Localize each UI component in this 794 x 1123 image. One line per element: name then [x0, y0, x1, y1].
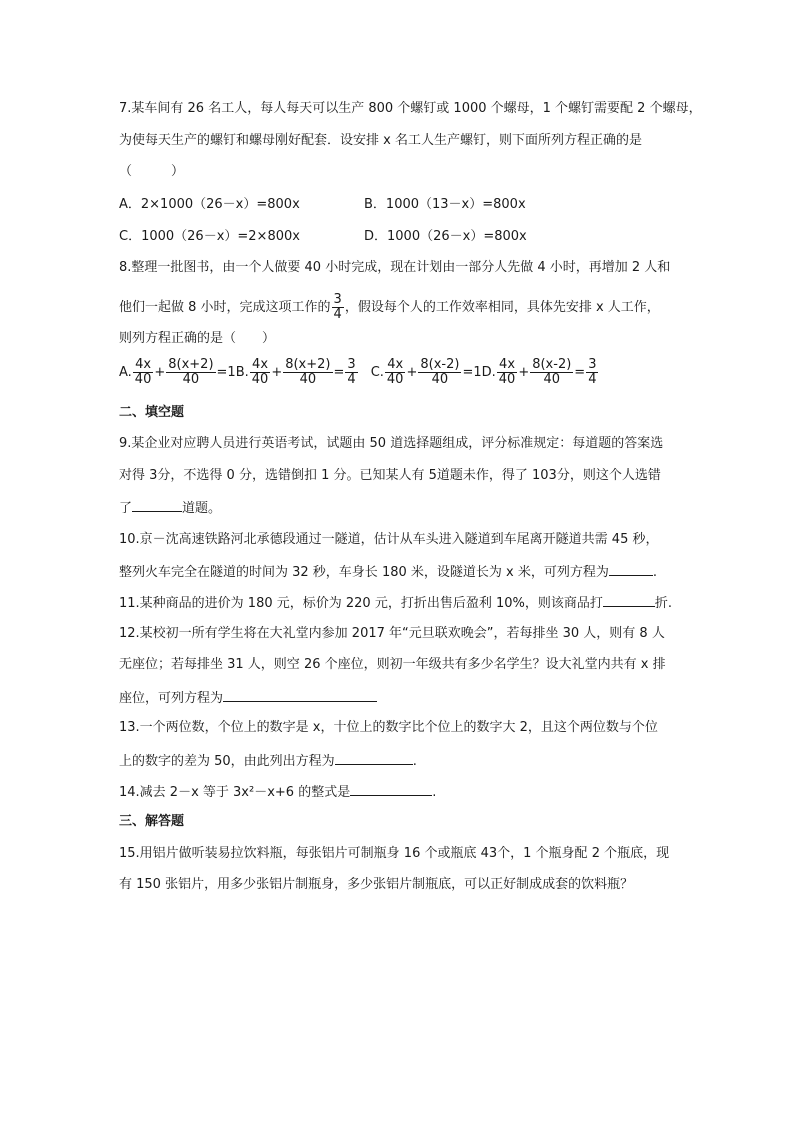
q7-answer-paren: （ ）	[119, 164, 185, 179]
q8-line-2	[119, 293, 660, 322]
q15-line-1: 15.用铝片做听装易拉饮料瓶，每张铝片可制瓶身 16 个或瓶底 43个，1 个瓶身配 2 个瓶底，现	[119, 846, 670, 861]
q8-c-fraction-1: $\frac{4x}{40}$	[386, 357, 404, 387]
q10-answer-blank[interactable]	[609, 562, 653, 576]
q8-b-fraction-3: $\frac{3}{4}$	[347, 357, 356, 387]
q9-line-3-pre: 了	[119, 501, 133, 516]
q13-answer-blank[interactable]	[335, 751, 413, 765]
q8-option-c-label: C.	[370, 365, 384, 380]
plus-sign: +	[271, 365, 283, 380]
q8-line-2-pre: 他们一起做 8 小时，完成这项工作的	[119, 300, 331, 315]
q7-option-d: D．1000（26－x）=800x	[364, 229, 527, 244]
q8-options-row	[119, 358, 599, 387]
q13-line-1: 13.一个两位数，个位上的数字是 x，十位上的数字比个位上的数字大 2，且这个两位数与个位	[119, 720, 658, 735]
q12-line-2: 无座位；若每排坐 31 人，则空 26 个座位，则初一年级共有多少名学生？设大礼堂内共有 x 排	[119, 657, 666, 672]
q10-line-2-pre: 整列火车完全在隧道的时间为 32 秒，车身长 180 米，设隧道长为 x 米，可列方程为	[119, 565, 609, 580]
q7-option-b: B．1000（13－x）=800x	[364, 197, 526, 212]
q10-line-1: 10.京－沈高速铁路河北承德段通过一隧道，估计从车头进入隧道到车尾离开隧道共需 45 秒，	[119, 532, 659, 547]
q14-answer-blank[interactable]	[350, 782, 432, 796]
q8-line-1: 8.整理一批图书，由一个人做要 40 小时完成，现在计划由一部分人先做 4 小时，再增加 2 人和	[119, 260, 671, 275]
q9-answer-blank[interactable]	[132, 498, 182, 512]
q8-d-fraction-1: $\frac{4x}{40}$	[498, 357, 516, 387]
q9-line-2: 对得 3分，不选得 0 分，选错倒扣 1 分。已知某人有 5道题未作，得了 103分，则这个人选错	[119, 468, 661, 483]
q8-a-fraction-1: $\frac{4x}{40}$	[134, 357, 152, 387]
q8-d-fraction-2: $\frac{8(x-2)}{40}$	[532, 357, 572, 387]
plus-sign: +	[518, 365, 530, 380]
q8-option-a-label: A.	[119, 365, 132, 380]
q7-option-c: C．1000（26－x）=2×800x	[119, 229, 300, 244]
q11-line	[119, 593, 672, 613]
q15-line-2: 有 150 张铝片，用多少张铝片制瓶身，多少张铝片制瓶底，可以正好制成成套的饮料瓶？	[119, 877, 634, 892]
q9-line-1: 9.某企业对应聘人员进行英语考试，试题由 50 道选择题组成，评分标准规定：每道题的答案选	[119, 436, 664, 451]
q13-line-2-post: .	[412, 754, 417, 769]
section-heading-solve: 三、解答题	[119, 814, 185, 829]
q8-b-fraction-2: $\frac{8(x+2)}{40}$	[285, 357, 331, 387]
plus-sign: +	[406, 365, 418, 380]
q13-line-2	[119, 751, 417, 771]
q11-pre: 11.某种商品的进价为 180 元，标价为 220 元，打折出售后盈利 10%，则该商品打	[119, 596, 603, 611]
q14-post: .	[432, 785, 437, 800]
q8-option-d-label: D.	[481, 365, 496, 380]
plus-sign: +	[154, 365, 166, 380]
q7-line-1: 7.某车间有 26 名工人，每人每天可以生产 800 个螺钉或 1000 个螺母，1 个螺钉需要配 2 个螺母，	[119, 101, 702, 116]
q14-line	[119, 782, 436, 802]
q8-line-3: 则列方程正确的是（ ）	[119, 331, 276, 346]
q8-a-equals-one: =1	[216, 365, 236, 380]
q14-pre: 14.减去 2－x 等于 3x²－x+6 的整式是	[119, 785, 351, 800]
q13-line-2-pre: 上的数字的差为 50，由此列出方程为	[119, 754, 335, 769]
q8-d-fraction-3: $\frac{3}{4}$	[588, 357, 597, 387]
q9-line-3-post: 道题。	[182, 501, 222, 516]
q11-post: 折.	[654, 596, 672, 611]
q12-answer-blank[interactable]	[223, 688, 377, 702]
q12-line-3	[119, 688, 377, 708]
q10-line-2	[119, 562, 657, 582]
q8-line-2-post: ，假设每个人的工作效率相同，具体先安排 x 人工作，	[344, 300, 660, 315]
q12-line-3-pre: 座位，可列方程为	[119, 691, 224, 706]
section-heading-fill-in: 二、填空题	[119, 405, 185, 420]
q12-line-1: 12.某校初一所有学生将在大礼堂内参加 2017 年“元旦联欢晚会”，若每排坐 30 人，则有 8 人	[119, 626, 665, 641]
q8-a-fraction-2: $\frac{8(x+2)}{40}$	[168, 357, 214, 387]
q7-option-a: A．2×1000（26－x）=800x	[119, 197, 300, 212]
equals-sign: =	[333, 365, 345, 380]
q8-c-fraction-2: $\frac{8(x-2)}{40}$	[420, 357, 460, 387]
q10-line-2-post: .	[652, 565, 657, 580]
q8-option-b-label: B.	[235, 365, 249, 380]
q9-line-3	[119, 498, 221, 518]
q8-c-equals-one: =1	[462, 365, 482, 380]
three-quarters-fraction: $\frac{3}{4}$	[333, 292, 342, 322]
equals-sign: =	[574, 365, 586, 380]
q11-answer-blank[interactable]	[603, 593, 655, 607]
q8-b-fraction-1: $\frac{4x}{40}$	[251, 357, 269, 387]
q7-line-2: 为使每天生产的螺钉和螺母刚好配套．设安排 x 名工人生产螺钉，则下面所列方程正确的是	[119, 133, 642, 148]
